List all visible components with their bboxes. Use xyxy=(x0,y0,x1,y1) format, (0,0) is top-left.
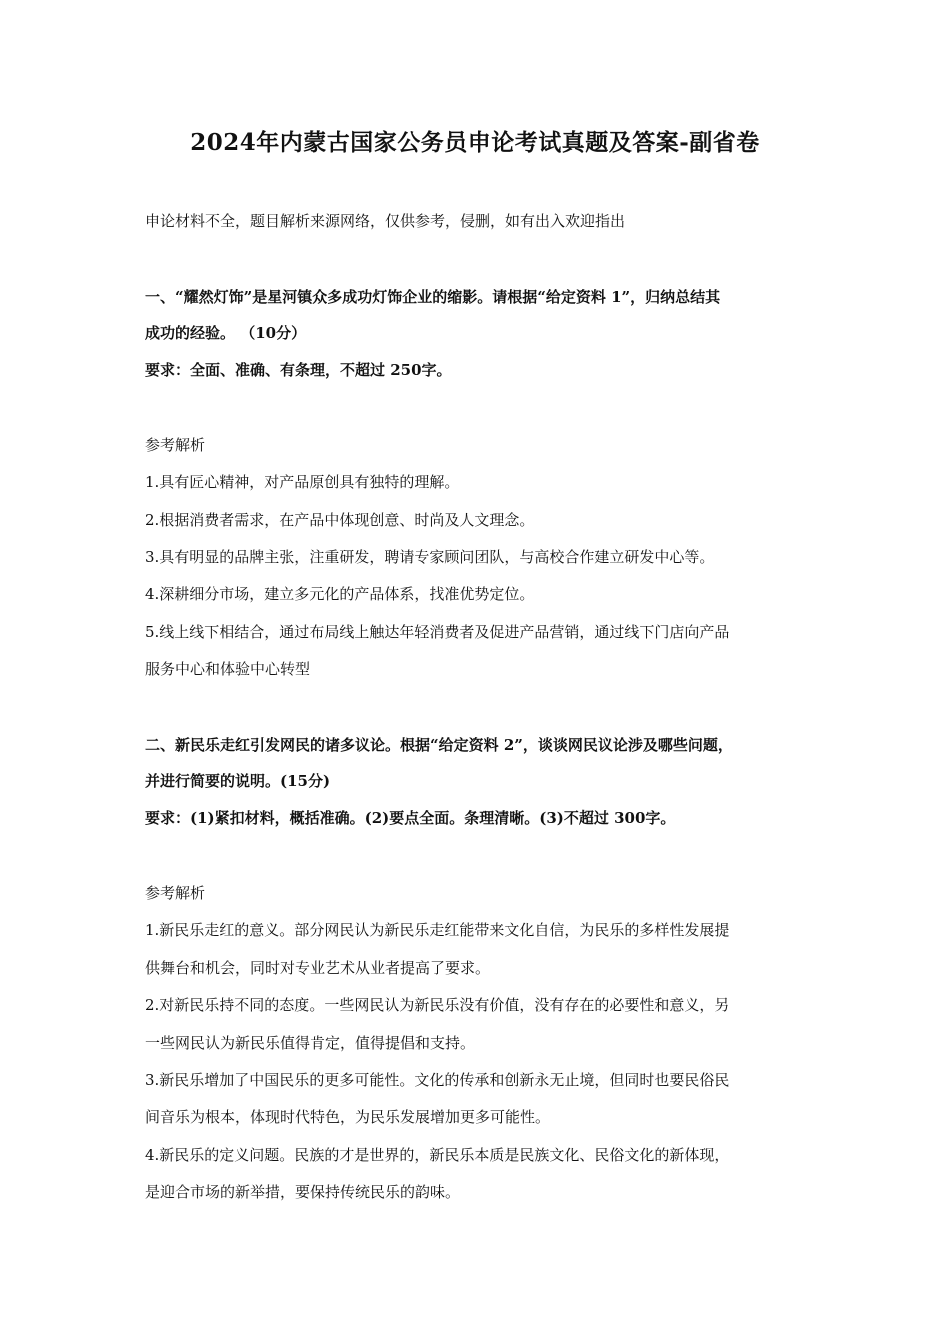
answer-2-line: 间音乐为根本，体现时代特色，为民乐发展增加更多可能性。 xyxy=(145,1108,551,1126)
answer-2-line: 3.新民乐增加了中国民乐的更多可能性。文化的传承和创新永无止境，但同时也要民俗民 xyxy=(145,1071,730,1089)
answer-2-line: 4.新民乐的定义问题。民族的才是世界的，新民乐本质是民族文化、民俗文化的新体现， xyxy=(145,1146,730,1164)
answer-1-line: 2.根据消费者需求，在产品中体现创意、时尚及人文理念。 xyxy=(145,511,535,529)
question-2-requirement: 要求：(1)紧扣材料，概括准确。(2)要点全面。条理清晰。(3)不超过 300字。 xyxy=(145,809,676,827)
document-title: 2024年内蒙古国家公务员申论考试真题及答案-副省卷 xyxy=(190,129,760,156)
question-2-line-1: 二、新民乐走红引发网民的诸多议论。根据“给定资料 2”，谈谈网民议论涉及哪些问题， xyxy=(145,736,733,754)
disclaimer-note: 申论材料不全，题目解析来源网络，仅供参考，侵删，如有出入欢迎指出 xyxy=(145,212,626,230)
question-1-line-1: 一、“耀然灯饰”是星河镇众多成功灯饰企业的缩影。请根据“给定资料 1”，归纳总结其 xyxy=(145,288,721,306)
answer-2-heading: 参考解析 xyxy=(145,884,206,902)
answer-1-line: 3.具有明显的品牌主张，注重研发，聘请专家顾问团队，与高校合作建立研发中心等。 xyxy=(145,548,715,566)
answer-2-line: 一些网民认为新民乐值得肯定，值得提倡和支持。 xyxy=(145,1034,476,1052)
answer-1-line: 4.深耕细分市场，建立多元化的产品体系，找准优势定位。 xyxy=(145,585,535,603)
question-2-line-2: 并进行简要的说明。(15分) xyxy=(145,772,331,790)
question-1-requirement: 要求：全面、准确、有条理，不超过 250字。 xyxy=(145,361,452,379)
answer-1-line: 服务中心和体验中心转型 xyxy=(145,660,311,678)
answer-2-line: 2.对新民乐持不同的态度。一些网民认为新民乐没有价值，没有存在的必要性和意义，另 xyxy=(145,996,730,1014)
answer-2-line: 是迎合市场的新举措，要保持传统民乐的韵味。 xyxy=(145,1183,461,1201)
answer-1-line: 5.线上线下相结合，通过布局线上触达年轻消费者及促进产品营销，通过线下门店向产品 xyxy=(145,623,730,641)
answer-2-line: 供舞台和机会，同时对专业艺术从业者提高了要求。 xyxy=(145,959,491,977)
answer-1-line: 1.具有匠心精神，对产品原创具有独特的理解。 xyxy=(145,473,460,491)
question-1-line-2: 成功的经验。 （10分） xyxy=(145,324,307,342)
answer-2-line: 1.新民乐走红的意义。部分网民认为新民乐走红能带来文化自信，为民乐的多样性发展提 xyxy=(145,921,730,939)
answer-1-heading: 参考解析 xyxy=(145,436,206,454)
